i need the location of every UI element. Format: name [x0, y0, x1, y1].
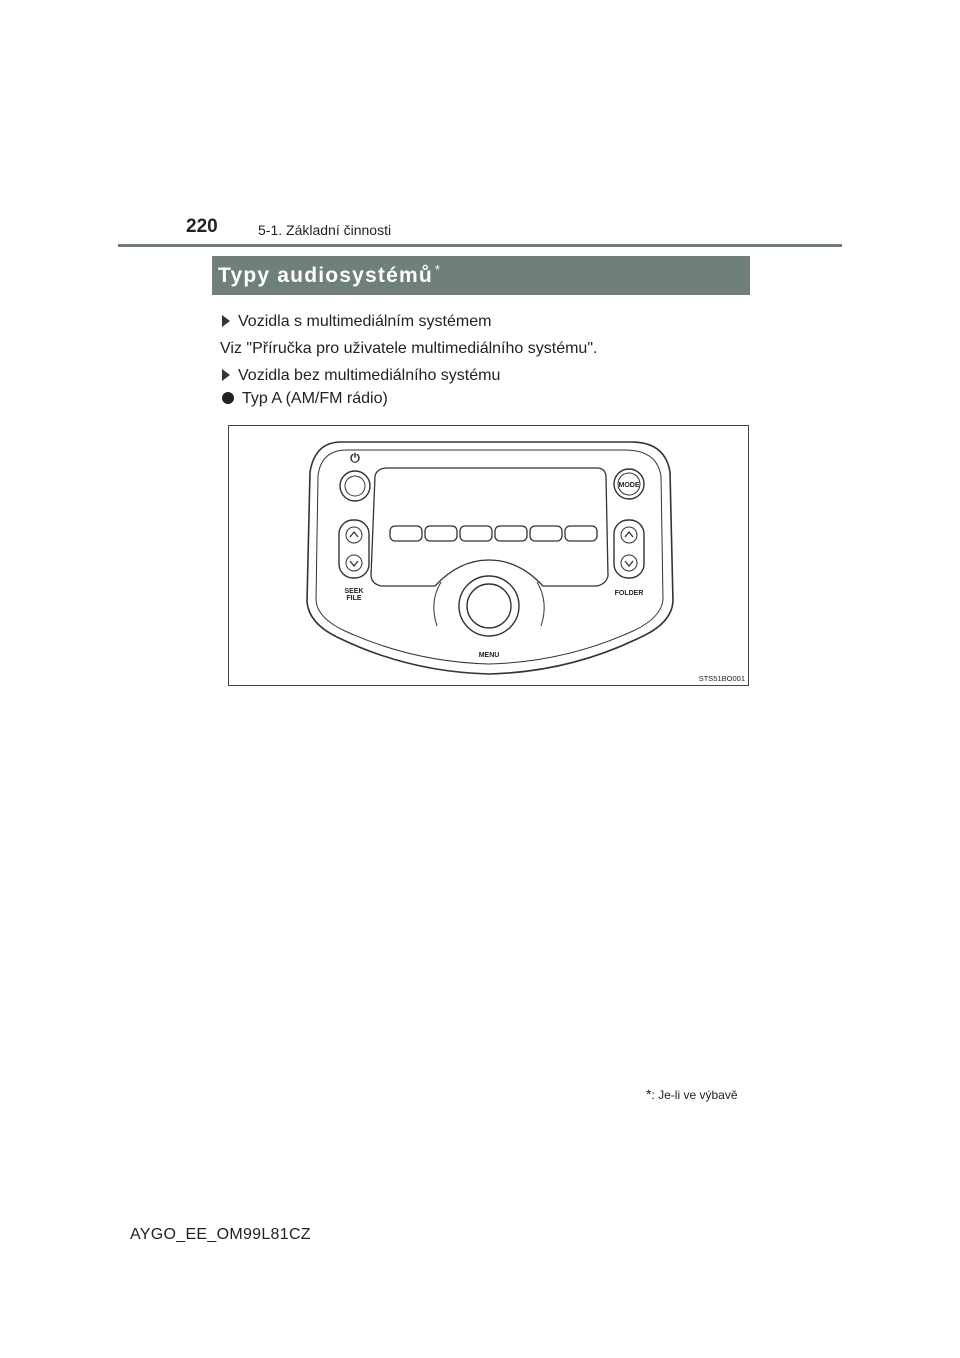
circle-bullet-icon [222, 392, 234, 404]
list-item-multimedia-label: Vozidla s multimediálním systémem [238, 313, 492, 330]
triangle-bullet-icon [222, 315, 230, 327]
folder-down-button[interactable] [621, 555, 637, 571]
document-code: AYGO_EE_OM99L81CZ [130, 1226, 311, 1243]
mode-label: MODE [618, 482, 640, 489]
chevron-up-icon [625, 532, 633, 537]
header-rule [118, 244, 842, 247]
seek-rocker [339, 520, 369, 578]
panel-outline [307, 442, 673, 674]
knob-arc-left [434, 582, 441, 626]
seek-label: SEEK [344, 588, 364, 595]
preset-button-5[interactable] [530, 526, 562, 541]
list-item-type-a [222, 389, 388, 409]
section-title: Typy audiosystémů [218, 263, 433, 287]
seek-up-button[interactable] [346, 527, 362, 543]
page-number: 220 [186, 216, 218, 237]
folder-up-button[interactable] [621, 527, 637, 543]
list-item-multimedia [222, 312, 491, 332]
panel-inner-outline [316, 450, 663, 664]
folder-rocker [614, 520, 644, 578]
preset-buttons [390, 526, 597, 541]
footnote-asterisk: * [646, 1086, 652, 1102]
footnote-text: : Je-li ve výbavě [651, 1088, 738, 1102]
list-item-no-multimedia-label: Vozidla bez multimediálního systému [238, 367, 501, 384]
section-title-bar [212, 256, 750, 295]
preset-button-2[interactable] [425, 526, 457, 541]
section-asterisk: * [434, 262, 442, 277]
knob-arc-right [537, 582, 544, 626]
preset-button-1[interactable] [390, 526, 422, 541]
figure-code: STS51BO001 [698, 674, 745, 683]
power-button[interactable] [345, 476, 365, 496]
breadcrumb: 5-1. Základní činnosti [258, 222, 392, 238]
folder-label: FOLDER [614, 590, 644, 597]
menu-label: MENU [478, 652, 500, 659]
file-label: FILE [346, 595, 362, 602]
audio-unit-drawing [229, 426, 750, 687]
footnote [646, 1086, 738, 1102]
preset-button-4[interactable] [495, 526, 527, 541]
chevron-down-icon [625, 561, 633, 566]
list-item-type-a-label: Typ A (AM/FM rádio) [242, 390, 388, 407]
list-item-no-multimedia [222, 366, 500, 386]
menu-knob[interactable] [467, 584, 511, 628]
chevron-down-icon [350, 561, 358, 566]
preset-button-6[interactable] [565, 526, 597, 541]
seek-down-button[interactable] [346, 555, 362, 571]
triangle-bullet-icon [222, 369, 230, 381]
chevron-up-icon [350, 532, 358, 537]
audio-unit-illustration [228, 425, 749, 686]
power-icon: ⏻ [350, 451, 360, 465]
menu-knob-ring [459, 576, 519, 636]
paragraph-reference: Viz "Příručka pro uživatele multimediálního systému". [220, 340, 598, 357]
preset-button-3[interactable] [460, 526, 492, 541]
